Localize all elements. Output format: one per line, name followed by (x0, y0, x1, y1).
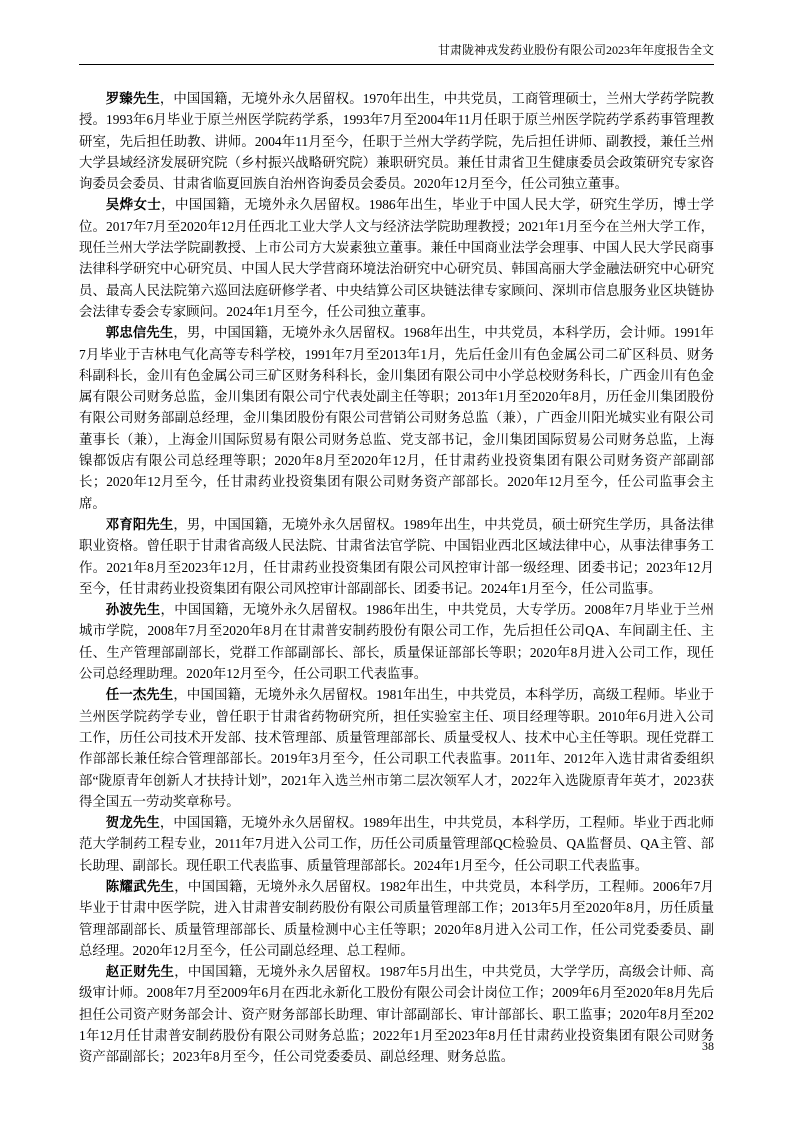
page-number: 38 (702, 1039, 714, 1053)
bio-text: ，中国国籍，无境外永久居留权。1987年5月出生，中共党员，大学学历，高级会计师、高级审计师。2008年7月至2009年6月在西北永新化工股份有限公司会计岗位工作；2009年6月至2020年8月先后担任公司资产财务部会计、资产财务部部长助理、审计部副部长、审计部部长、职工监事；2020年8月至2021年12月任甘肃普安制药股份有限公司财务总监；2022年1月至2023年8月任甘肃药业投资集团有限公司财务资产部副部长；2023年8月至今，任公司党委委员、副总经理、财务总监。 (79, 964, 714, 1065)
person-name: 郭忠信先生 (105, 325, 174, 341)
bio-text: ，中国国籍，无境外永久居留权。1986年出生，毕业于中国人民大学，研究生学历，博士学位。2017年7月至2020年12月任西北工业大学人文与经济法学院助理教授；2021年1月至今在兰州大学工作，现任兰州大学法学院副教授、上市公司方大炭素独立董事。兼任中国商业法学会理事、中国人民大学民商事法律科学研究中心研究员、中国人民大学营商环境法治研究中心研究员、韩国高丽大学金融法研究中心研究员、最高人民法院第六巡回法庭研修学者、中央结算公司区块链法律专家顾问、深圳市信息服务业区块链协会法律专委会专家顾问。2024年1月至今，任公司独立董事。 (79, 197, 714, 319)
bio-text: ，中国国籍，无境外永久居留权。1981年出生，中共党员，本科学历，高级工程师。毕业于兰州医学院药学专业，曾任职于甘肃省药物研究所，担任实验室主任、项目经理等职。2010年6月进入公司工作，历任公司技术开发部、技术管理部、质量管理部部长、质量受权人、技术中心主任等职。现任党群工作部部长兼任综合管理部部长。2019年3月至今，任公司职工代表监事。2011年、2012年入选甘肃省委组织部“陇原青年创新人才扶持计划”，2021年入选兰州市第二层次领军人才，2022年入选陇原青年英才，2023获得全国五一劳动奖章称号。 (79, 687, 714, 809)
bio-text: ，男，中国国籍，无境外永久居留权。1968年出生，中共党员，本科学历，会计师。1991年7月毕业于吉林电气化高等专科学校，1991年7月至2013年1月，先后任金川有色金属公司二矿区科员、财务科副科长，金川有色金属公司三矿区财务科科长，金川集团有限公司中小学总校财务科长，广西金川有色金属有限公司财务总监，金川集团有限公司宁代表处副主任等职；2013年1月至2020年8月，历任金川集团股份有限公司财务部副总经理，金川集团股份有限公司营销公司财务总监（兼），广西金川阳光城实业有限公司董事长（兼），上海金川国际贸易有限公司财务总监、党支部书记，金川集团国际贸易公司财务总监，上海镍都饭店有限公司总经理等职；2020年8月至2020年12月，任甘肃药业投资集团有限公司财务资产部副部长；2020年12月至今，任甘肃药业投资集团有限公司财务资产部部长。2020年12月至今，任公司监事会主席。 (79, 325, 714, 511)
bio-paragraph (79, 961, 714, 1067)
bio-text: ，中国国籍，无境外永久居留权。1970年出生，中共党员，工商管理硕士，兰州大学药学院教授。1993年6月毕业于原兰州医学院药学系，1993年7月至2004年11月任职于原兰州医学院药学系药事管理教研室，先后担任助教、讲师。2004年11月至今，任职于兰州大学药学院，先后担任讲师、副教授，兼任兰州大学县域经济发展研究院（乡村振兴战略研究院）兼职研究员。兼任甘肃省卫生健康委员会政策研究专家咨询委员会委员、甘肃省临夏回族自治州咨询委员会委员。2020年12月至今，任公司独立董事。 (79, 91, 715, 192)
bio-paragraph (79, 812, 714, 876)
person-name: 赵正财先生 (105, 964, 175, 980)
page-header (79, 42, 714, 65)
bio-paragraph (79, 599, 714, 684)
bio-text: ，男，中国国籍，无境外永久居留权。1989年出生，中共党员，硕士研究生学历，具备法律职业资格。曾任职于甘肃省高级人民法院、甘肃省法官学院、中国铝业西北区域法律中心，从事法律事务工作。2021年8月至2023年12月，任甘肃药业投资集团有限公司风控审计部一级经理、团委书记；2023年12月至今，任甘肃药业投资集团有限公司风控审计部副部长、团委书记。2024年1月至今，任公司监事。 (79, 516, 714, 596)
person-name: 孙波先生 (105, 602, 161, 618)
page-footer (702, 1038, 714, 1054)
bio-paragraph (79, 88, 714, 194)
bio-text: ，中国国籍，无境外永久居留权。1986年出生，中共党员，大专学历。2008年7月毕业于兰州城市学院，2008年7月至2020年8月在甘肃普安制药股份有限公司工作，先后担任公司QA、车间副主任、主任、生产管理部副部长，党群工作部副部长、部长，质量保证部部长等职；2020年8月进入公司工作，现任公司总经理助理。2020年12月至今，任公司职工代表监事。 (79, 602, 715, 682)
bio-paragraph (79, 684, 714, 812)
person-name: 吴烨女士 (105, 197, 162, 213)
person-name: 贺龙先生 (105, 815, 160, 831)
bio-paragraph (79, 194, 714, 322)
bio-paragraph (79, 514, 714, 599)
bio-paragraph (79, 322, 714, 514)
bio-text: ，中国国籍，无境外永久居留权。1989年出生，中共党员，本科学历，工程师。毕业于西北师范大学制药工程专业，2011年7月进入公司工作，历任公司质量管理部QC检验员、QA监督员、QA主管、部长助理、副部长。现任职工代表监事、质量管理部部长。2024年1月至今，任公司职工代表监事。 (79, 815, 715, 873)
person-name: 任一杰先生 (105, 687, 174, 703)
person-name: 陈耀武先生 (105, 878, 175, 894)
bio-paragraph (79, 876, 714, 961)
bio-text: ，中国国籍，无境外永久居留权。1982年出生，中共党员，本科学历，工程师。2006年7月毕业于甘肃中医学院，进入甘肃普安制药股份有限公司质量管理部工作；2013年5月至2020年8月，历任质量管理部副部长、质量管理部部长、质量检测中心主任等职；2020年8月进入公司工作，任公司党委委员、副总经理。2020年12月至今，任公司副总经理、总工程师。 (79, 878, 714, 958)
person-name: 罗臻先生 (105, 91, 160, 106)
person-name: 邓育阳先生 (105, 516, 174, 532)
document-body (79, 88, 714, 1068)
report-title: 甘肃陇神戎发药业股份有限公司2023年年度报告全文 (437, 43, 714, 57)
